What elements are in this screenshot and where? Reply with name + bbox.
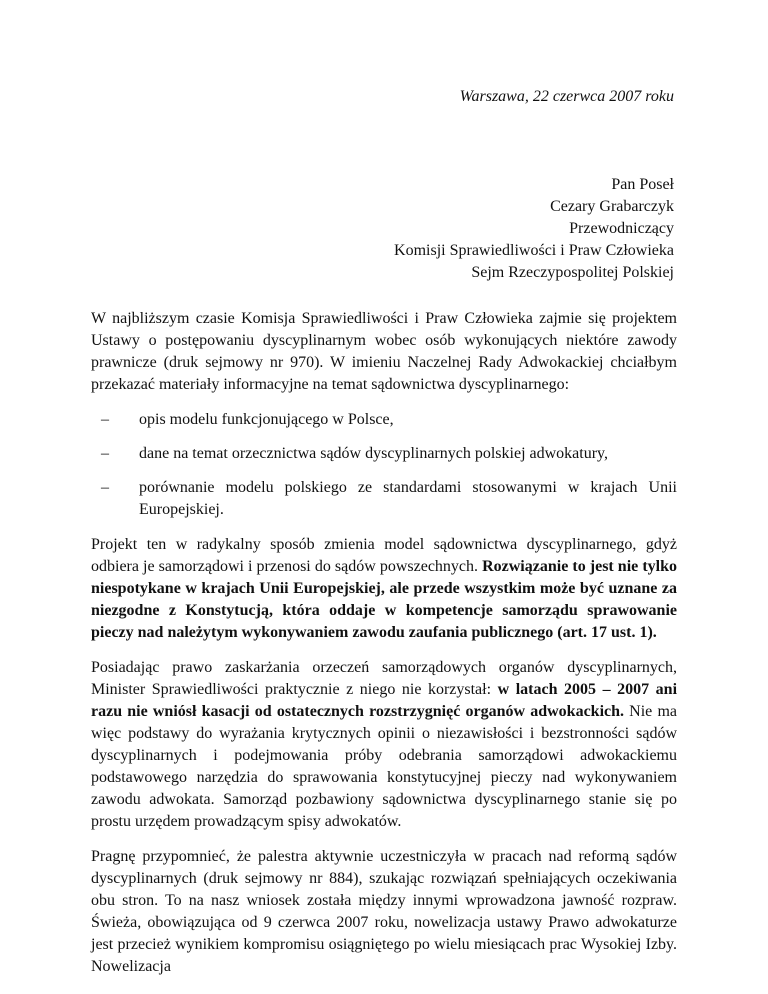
paragraph-project <box>91 534 677 644</box>
paragraph-project-emphasis: Rozwiązanie to jest nie tylko niespotykane w krajach Unii Europejskiej, ale przede wszystkim może być uznane za niezgodne z Konstytucją, która oddaje w kompetencje samorządu sprawowanie pieczy nad należytym wykonywaniem zawodu zaufania publicznego (art. 17 ust. 1). <box>91 558 677 641</box>
paragraph-reform: Pragnę przypomnieć, że palestra aktywnie uczestniczyła w pracach nad reformą sądów dyscyplinarnych (druk sejmowy nr 884), szukając rozwiązań spełniających oczekiwania obu stron. To na nasz wniosek została między innymi wprowadzona jawność rozpraw. Świeża, obowiązująca od 9 czerwca 2007 roku, nowelizacja ustawy Prawo adwokaturze jest przecież wynikiem kompromisu osiągniętego po wielu miesiącach prac Wysokiej Izby. Nowelizacja <box>91 848 677 975</box>
intro-paragraph: W najbliższym czasie Komisja Sprawiedliwości i Praw Człowieka zajmie się projektem Ustawy o postępowaniu dyscyplinarnym wobec osób wykonujących niektóre zawody prawnicze (druk sejmowy nr 970). W imieniu Naczelnej Rady Adwokackiej chciałbym przekazać materiały informacyjne na temat sądownictwa dyscyplinarnego: <box>91 310 677 393</box>
paragraph-project-text: Projekt ten w radykalny sposób zmienia model sądownictwa dyscyplinarnego, gdyż odbiera je samorządowi i przenosi do sądów powszechnych. <box>91 536 677 575</box>
paragraph-minister <box>91 657 677 833</box>
list-dash: – <box>101 445 109 462</box>
list-item-text: opis modelu funkcjonującego w Polsce, <box>139 411 394 428</box>
list-item-text: porównanie modelu polskiego ze standardami stosowanymi w krajach Unii Europejskiej. <box>139 479 677 518</box>
recipient-institution: Sejm Rzeczypospolitej Polskiej <box>471 264 674 281</box>
list-dash: – <box>101 411 109 428</box>
paragraph-minister-emphasis: w latach 2005 – 2007 ani razu nie wniósł kasacji od ostatecznych rozstrzygnięć organów adwokackich. <box>91 681 678 720</box>
paragraph-minister-text-a: Posiadając prawo zaskarżania orzeczeń samorządowych organów dyscyplinarnych, Minister Sprawiedliwości praktycznie z niego nie korzystał: <box>91 659 677 698</box>
recipient-position: Przewodniczący <box>569 220 674 237</box>
letter-body <box>91 308 677 991</box>
list-dash: – <box>101 479 109 496</box>
list-item-text: dane na temat orzecznictwa sądów dyscyplinarnych polskiej adwokatury, <box>139 445 609 462</box>
recipient-block <box>394 174 674 284</box>
paragraph-minister-text-b: Nie ma więc podstawy do wyrażania krytycznych opinii o niezawisłości i bezstronności sądów dyscyplinarnych i podejmowania próby odebrania samorządowi adwokackiemu podstawowego narzędzia do sprawowania konstytucyjnej pieczy nad wykonywaniem zawodu adwokata. Samorząd pozbawiony sądownictwa dyscyplinarnego stanie się po prostu urzędem prowadzącym spisy adwokatów. <box>91 703 677 830</box>
recipient-committee: Komisji Sprawiedliwości i Praw Człowieka <box>394 242 674 259</box>
list-item <box>91 443 677 465</box>
materials-list <box>91 409 677 521</box>
letter-date: Warszawa, 22 czerwca 2007 roku <box>459 88 674 105</box>
recipient-salutation: Pan Poseł <box>611 176 674 193</box>
list-item <box>91 409 677 431</box>
list-item <box>91 477 677 521</box>
recipient-name: Cezary Grabarczyk <box>550 198 674 215</box>
